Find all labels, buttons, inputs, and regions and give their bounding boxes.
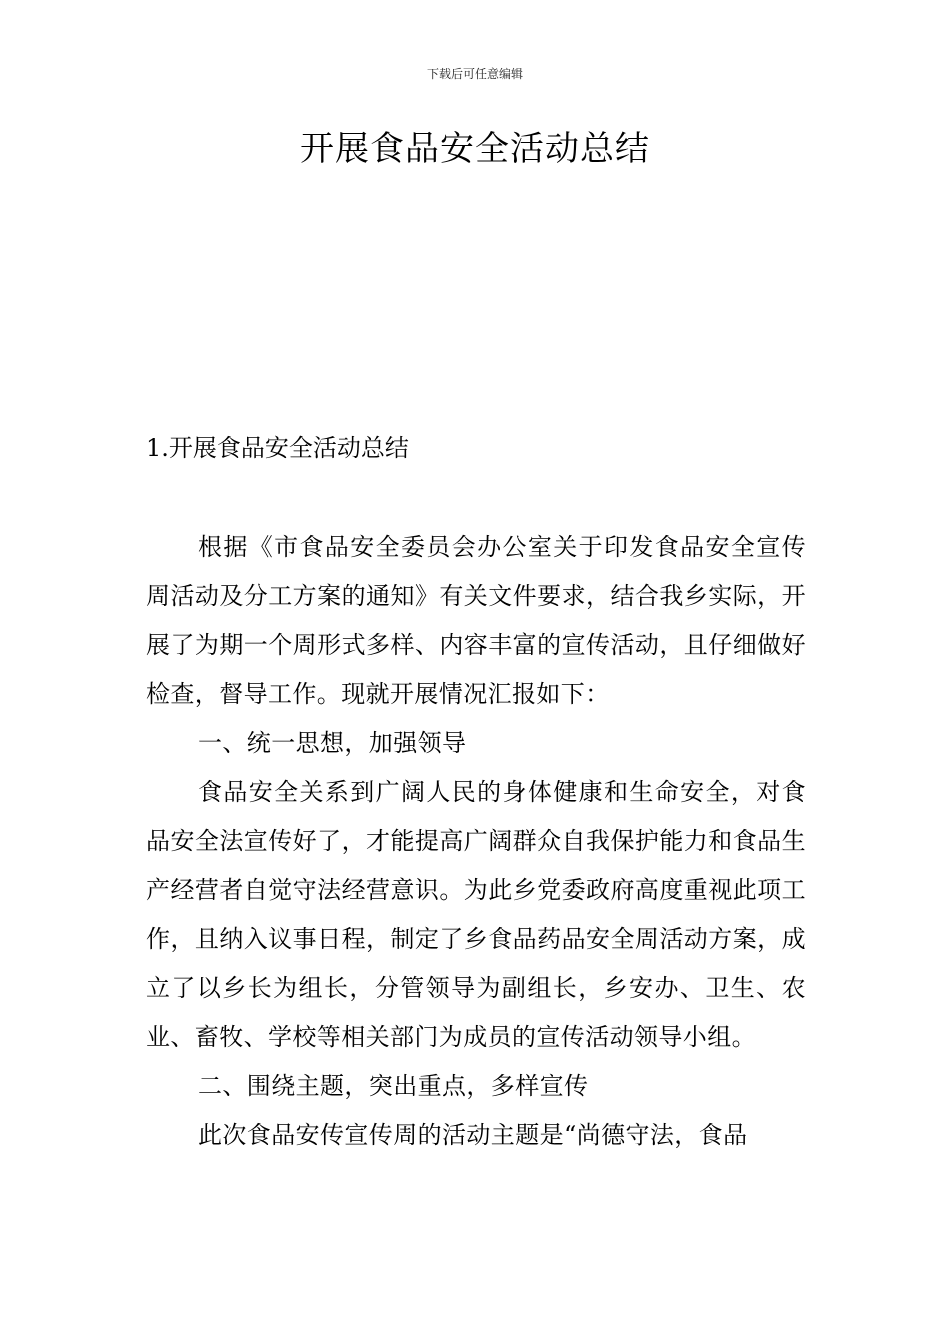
- subheading-theme-publicity: 二、围绕主题，突出重点，多样宣传: [198, 1072, 589, 1100]
- theme-paragraph: 此次食品安传宣传周的活动主题是“尚德守法，食品: [198, 1121, 748, 1149]
- intro-paragraph: 根据《市食品安全委员会办公室关于印发食品安全宣传周活动及分工方案的通知》有关文件要求，结合我乡实际，开展了为期一个周形式多样、内容丰富的宣传活动，且仔细做好检查，督导工作。现就开展情况汇报如下：: [146, 533, 806, 708]
- document-title: 开展食品安全活动总结: [300, 129, 650, 169]
- section-heading: 1.开展食品安全活动总结: [146, 434, 409, 462]
- subheading-unify-leadership: 一、统一思想，加强领导: [198, 729, 467, 757]
- body-text: [146, 523, 806, 1160]
- header-note: 下载后可任意编辑: [426, 67, 523, 81]
- leadership-paragraph: 食品安全关系到广阔人民的身体健康和生命安全，对食品安全法宣传好了，才能提高广阔群众自我保护能力和食品生产经营者自觉守法经营意识。为此乡党委政府高度重视此项工作，且纳入议事日程，制定了乡食品药品安全周活动方案，成立了以乡长为组长，分管领导为副组长，乡安办、卫生、农业、畜牧、学校等相关部门为成员的宣传活动领导小组。: [146, 778, 806, 1051]
